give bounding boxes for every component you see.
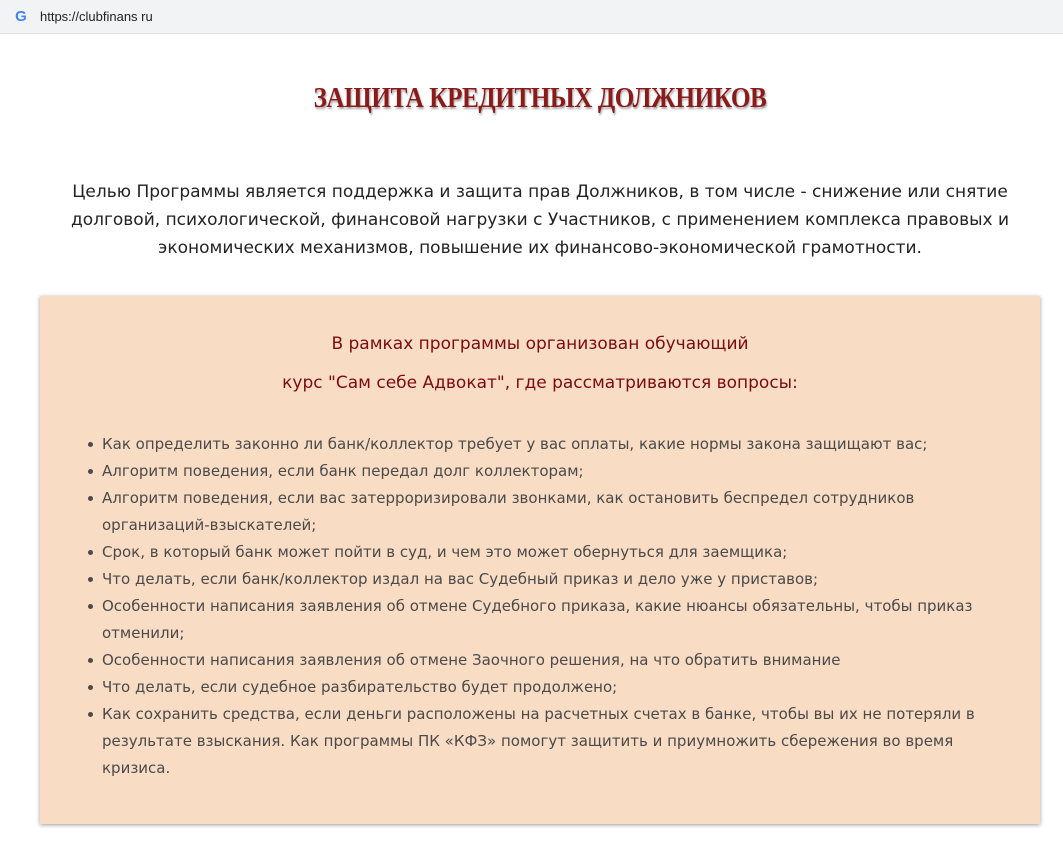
bullet-icon — [88, 442, 93, 447]
list-item-text: Что делать, если банк/коллектор издал на вас Судебный приказ и дело уже у приставов; — [102, 570, 819, 588]
course-heading — [40, 325, 1040, 403]
bullet-icon — [88, 496, 93, 501]
course-heading-line-1: В рамках программы организован обучающий — [331, 334, 749, 354]
course-box — [40, 296, 1040, 824]
list-item — [102, 593, 1002, 647]
bullet-icon — [88, 685, 93, 690]
bullet-icon — [88, 658, 93, 663]
list-item-text: Особенности написания заявления об отмене Судебного приказа, какие нюансы обязательны, чтобы приказ отменили; — [102, 597, 973, 642]
list-item-text: Как определить законно ли банк/коллектор требует у вас оплаты, какие нормы закона защищают вас; — [102, 435, 928, 453]
bullet-icon — [88, 577, 93, 582]
bullet-icon — [88, 550, 93, 555]
address-bar[interactable] — [0, 0, 1063, 34]
page-title: ЗАЩИТА КРЕДИТНЫХ ДОЛЖНИКОВ — [313, 83, 767, 114]
google-g-icon: G — [15, 8, 27, 25]
bullet-icon — [88, 469, 93, 474]
list-item — [102, 566, 1002, 593]
list-item — [102, 458, 1002, 485]
list-item — [102, 674, 1002, 701]
bullet-icon — [88, 604, 93, 609]
list-item — [102, 701, 1002, 782]
list-item-text: Что делать, если судебное разбирательство будет продолжено; — [102, 678, 618, 696]
list-item-text: Алгоритм поведения, если банк передал долг коллекторам; — [102, 462, 584, 480]
topic-list — [102, 431, 1002, 782]
list-item-text: Как сохранить средства, если деньги расположены на расчетных счетах в банке, чтобы вы их не потеряли в результате взыскания. Как программы ПК «КФЗ» помогут защитить и приумножить сбережения во время кризиса. — [102, 705, 975, 777]
course-heading-line-2: курс "Сам себе Адвокат", где рассматриваются вопросы: — [282, 373, 798, 393]
bullet-icon — [88, 712, 93, 717]
list-item-text: Алгоритм поведения, если вас затерроризировали звонками, как остановить беспредел сотрудников организаций-взыскателей; — [102, 489, 915, 534]
url-text[interactable]: https://clubfinans ru — [40, 9, 153, 24]
list-item — [102, 647, 1002, 674]
list-item — [102, 485, 1002, 539]
intro-paragraph: Целью Программы является поддержка и защита прав Должников, в том числе - снижение или снятие долговой, психологической, финансовой нагрузки с Участников, с применением комплекса правовых и экономических механизмов, повышение их финансово-экономической грамотности. — [70, 182, 1010, 258]
list-item — [102, 539, 1002, 566]
list-item-text: Особенности написания заявления об отмене Заочного решения, на что обратить внимание — [102, 651, 841, 669]
list-item-text: Срок, в который банк может пойти в суд, и чем это может обернуться для заемщика; — [102, 543, 788, 561]
list-item — [102, 431, 1002, 458]
